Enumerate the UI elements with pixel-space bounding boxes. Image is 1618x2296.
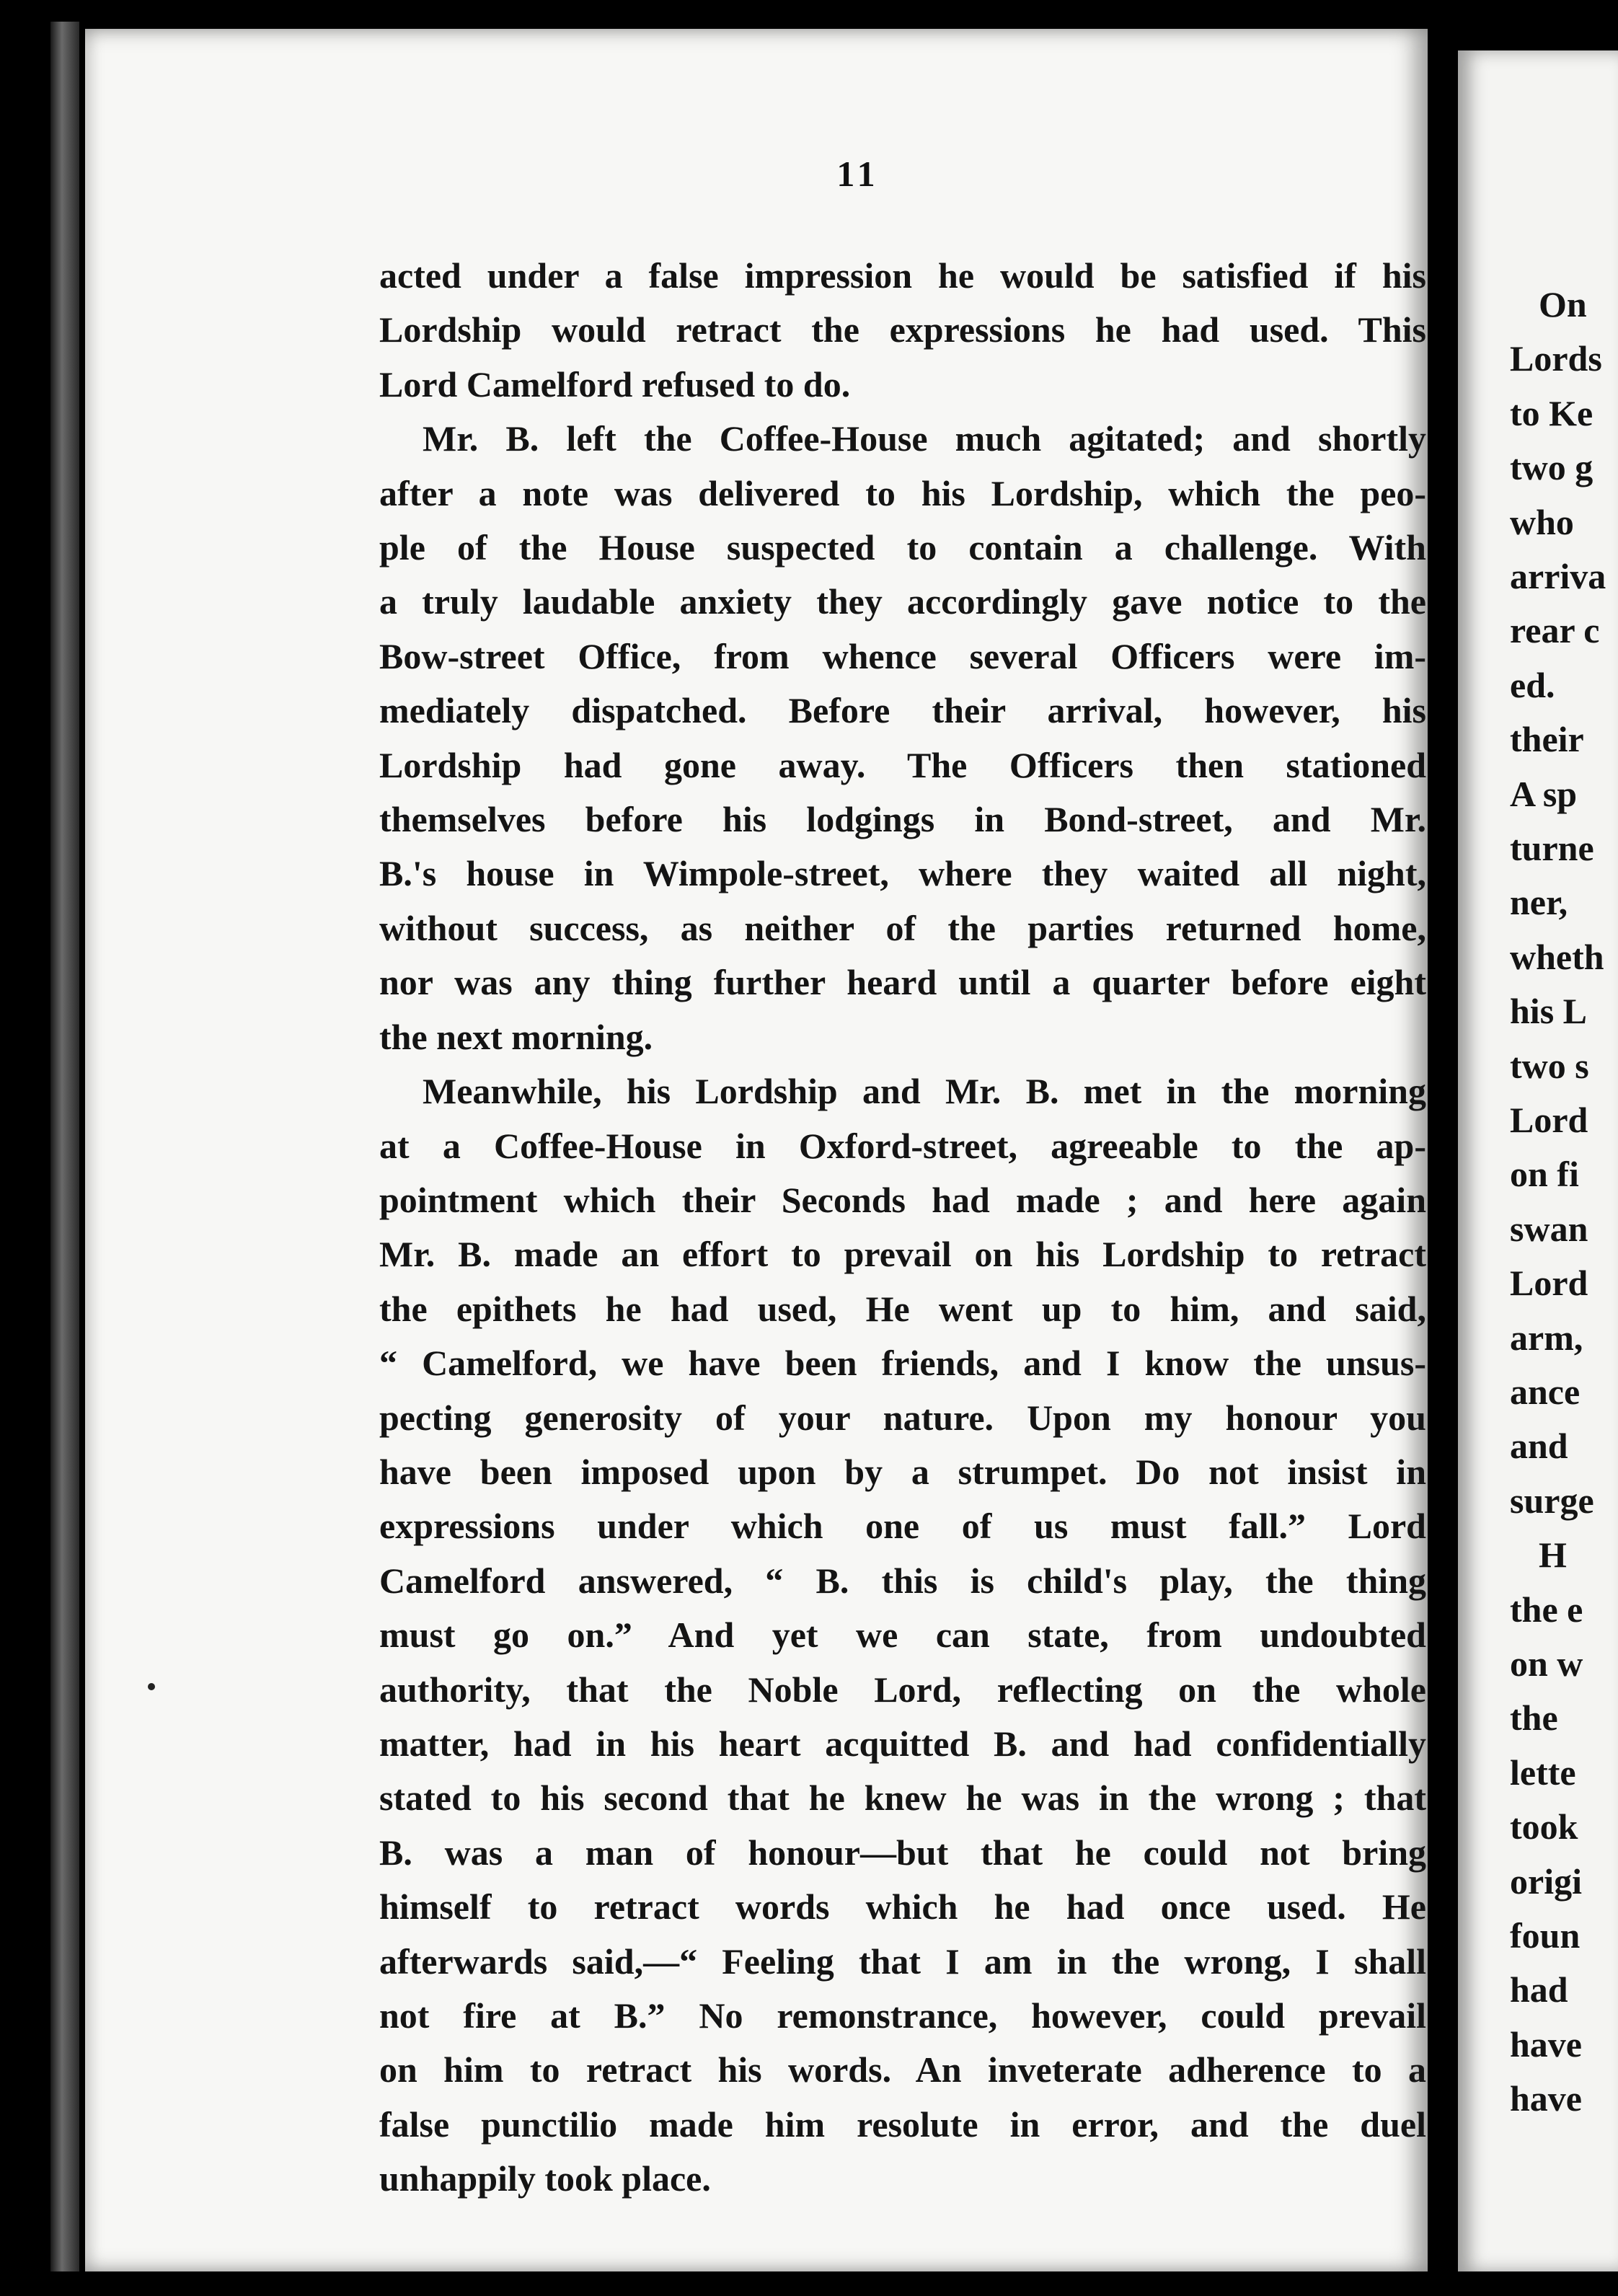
text-line: B.'s house in Wimpole-street, where they waited all night, xyxy=(379,853,1426,894)
facing-page-line: Lord xyxy=(1510,1100,1588,1140)
text-line: stated to his second that he knew he was in the wrong ; that xyxy=(379,1778,1426,1819)
body-text xyxy=(379,249,1426,2268)
page-number: 11 xyxy=(836,154,880,194)
facing-page-line: arriva xyxy=(1510,556,1606,596)
text-line: Mr. B. left the Coffee-House much agitated; and shortly xyxy=(423,418,1426,459)
facing-page-line: Lord xyxy=(1510,1263,1588,1304)
text-line: the next morning. xyxy=(379,1016,653,1057)
facing-page-line: had xyxy=(1510,1969,1568,2010)
facing-page-line: the e xyxy=(1510,1589,1583,1630)
facing-page-line: who xyxy=(1510,501,1574,542)
facing-page-line: lette xyxy=(1510,1752,1576,1793)
text-line: must go on.” And yet we can state, from undoubted xyxy=(379,1615,1426,1656)
text-line: matter, had in his heart acquitted B. and had confidentially xyxy=(379,1723,1426,1764)
text-line: at a Coffee-House in Oxford-street, agreeable to the ap- xyxy=(379,1125,1426,1166)
facing-page-line: turne xyxy=(1510,828,1594,868)
text-line: afterwards said,—“ Feeling that I am in the wrong, I shall xyxy=(379,1940,1426,1982)
facing-page-line: rear c xyxy=(1510,610,1600,651)
facing-page-line: H xyxy=(1539,1535,1567,1576)
text-line: after a note was delivered to his Lordship, which the peo- xyxy=(379,472,1426,513)
facing-page-line: On xyxy=(1539,284,1587,324)
text-line: pointment which their Seconds had made ; and here again xyxy=(379,1179,1426,1220)
text-line: Bow-street Office, from whence several Officers were im- xyxy=(379,635,1426,676)
text-line: nor was any thing further heard until a quarter before eight xyxy=(379,962,1426,1003)
text-line: “ Camelford, we have been friends, and I know the unsus- xyxy=(379,1343,1426,1384)
text-line: a truly laudable anxiety they accordingly gave notice to the xyxy=(379,581,1426,622)
text-line: without success, as neither of the parties returned home, xyxy=(379,907,1426,948)
ink-speck xyxy=(148,1683,155,1690)
text-line: B. was a man of honour—but that he could not bring xyxy=(379,1832,1426,1873)
text-line: not fire at B.” No remonstrance, however, could prevail xyxy=(379,1995,1426,2036)
facing-page-line: on fi xyxy=(1510,1154,1579,1195)
text-line: ple of the House suspected to contain a challenge. With xyxy=(379,527,1426,568)
facing-page-line: have xyxy=(1510,2078,1582,2119)
facing-page-line: Lords xyxy=(1510,338,1602,379)
facing-page-line: A sp xyxy=(1510,773,1578,814)
facing-page-line: have xyxy=(1510,2023,1582,2065)
facing-page-line: foun xyxy=(1510,1915,1581,1956)
text-line: the epithets he had used, He went up to him, and said, xyxy=(379,1288,1426,1329)
text-line: pecting generosity of your nature. Upon my honour you xyxy=(379,1397,1426,1438)
text-line: mediately dispatched. Before their arrival, however, his xyxy=(379,690,1426,731)
facing-page-line: ed. xyxy=(1510,664,1555,705)
facing-page-line: and xyxy=(1510,1426,1568,1467)
text-line: Lordship had gone away. The Officers then stationed xyxy=(379,744,1426,785)
facing-page-line: to Ke xyxy=(1510,392,1593,433)
facing-page-line: swan xyxy=(1510,1208,1588,1249)
text-line: themselves before his lodgings in Bond-street, and Mr. xyxy=(379,799,1426,840)
facing-page-line: their xyxy=(1510,719,1584,760)
facing-page-line: took xyxy=(1510,1806,1578,1847)
book-gutter xyxy=(1428,0,1458,2296)
facing-page-line: ner, xyxy=(1510,882,1568,923)
text-line: Lord Camelford refused to do. xyxy=(379,363,851,405)
text-line: Lordship would retract the expressions he had used. This xyxy=(379,309,1426,350)
text-line: on him to retract his words. An inveterate adherence to a xyxy=(379,2049,1426,2090)
facing-page-line: two s xyxy=(1510,1045,1589,1086)
book-edge xyxy=(50,22,79,2271)
text-line: Mr. B. made an effort to prevail on his Lordship to retract xyxy=(379,1234,1426,1275)
facing-page-line: on w xyxy=(1510,1643,1583,1684)
facing-page-line: two g xyxy=(1510,447,1593,488)
text-line: unhappily took place. xyxy=(379,2158,711,2199)
text-line: Camelford answered, “ B. this is child's play, the thing xyxy=(379,1560,1426,1601)
text-line: have been imposed upon by a strumpet. Do not insist in xyxy=(379,1451,1426,1492)
facing-page-line: the xyxy=(1510,1697,1558,1739)
text-line: false punctilio made him resolute in error, and the duel xyxy=(379,2103,1426,2145)
text-line: authority, that the Noble Lord, reflecting on the whole xyxy=(379,1669,1426,1710)
facing-page-line: origi xyxy=(1510,1860,1582,1902)
text-line: expressions under which one of us must fall.” Lord xyxy=(379,1506,1426,1547)
facing-page-line: ance xyxy=(1510,1372,1581,1412)
facing-page-line: wheth xyxy=(1510,936,1604,977)
facing-page-line: arm, xyxy=(1510,1317,1583,1358)
text-line: himself to retract words which he had once used. He xyxy=(379,1886,1426,1928)
facing-page-line: his L xyxy=(1510,991,1588,1032)
facing-page-line: surge xyxy=(1510,1480,1594,1521)
text-line: Meanwhile, his Lordship and Mr. B. met in the morning xyxy=(423,1071,1426,1112)
text-line: acted under a false impression he would be satisfied if his xyxy=(379,255,1426,296)
